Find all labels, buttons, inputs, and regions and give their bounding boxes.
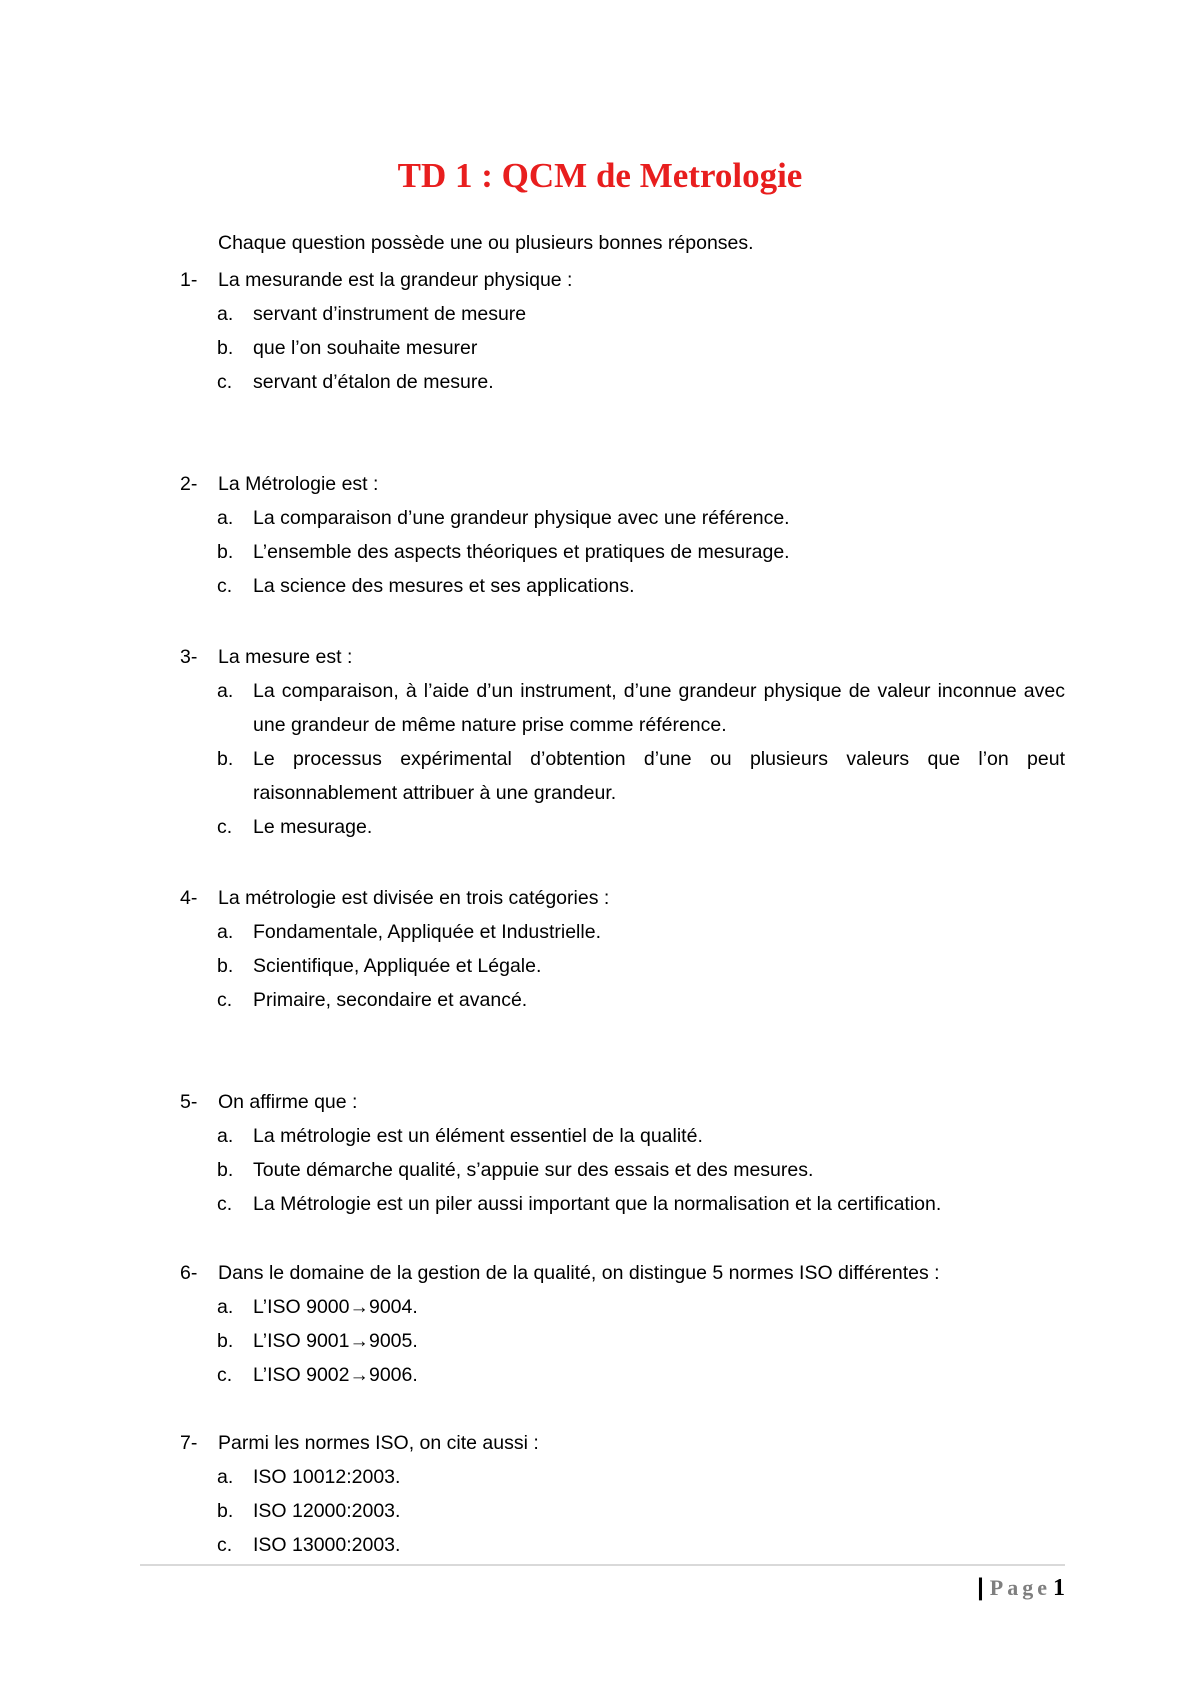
question-text: La mesure est :	[218, 646, 353, 668]
option-text: servant d’étalon de mesure.	[253, 371, 494, 393]
option-text: ISO 13000:2003.	[253, 1534, 401, 1556]
option-text: L’ISO 9001→9005.	[253, 1330, 418, 1352]
option-text: que l’on souhaite mesurer	[253, 337, 478, 359]
instructions-text: Chaque question possède une ou plusieurs bonnes réponses.	[218, 232, 754, 254]
option-c	[180, 810, 1065, 844]
option-a	[180, 501, 1065, 535]
option-a	[180, 915, 1065, 949]
option-letter: b.	[217, 955, 234, 977]
question-text: Dans le domaine de la gestion de la qualité, on distingue 5 normes ISO différentes :	[218, 1262, 940, 1284]
question-2	[180, 467, 1065, 603]
question-1	[180, 263, 1065, 399]
option-letter: c.	[217, 575, 233, 597]
question-4	[180, 881, 1065, 1017]
option-text: L’ISO 9002→9006.	[253, 1364, 418, 1386]
option-letter: b.	[217, 1330, 234, 1352]
option-letter: a.	[217, 303, 234, 325]
option-letter: b.	[217, 1500, 234, 1522]
option-letter: a.	[217, 1296, 234, 1318]
question-6	[180, 1256, 1065, 1392]
option-a	[180, 1119, 1065, 1153]
question-number: 7-	[180, 1432, 198, 1454]
question-5	[180, 1085, 1065, 1221]
option-text: La métrologie est un élément essentiel de la qualité.	[253, 1125, 703, 1147]
option-text: L’ensemble des aspects théoriques et pratiques de mesurage.	[253, 541, 790, 563]
page-footer	[977, 1572, 1065, 1604]
document-title: TD 1 : QCM de Metrologie	[397, 156, 803, 195]
option-text: La comparaison, à l’aide d’un instrument, d’une grandeur physique de valeur inconnue avec une grandeur de même nature prise comme référence.	[253, 680, 1065, 736]
option-letter: a.	[217, 1466, 234, 1488]
option-text: Fondamentale, Appliquée et Industrielle.	[253, 921, 601, 943]
option-text: ISO 12000:2003.	[253, 1500, 401, 1522]
option-text: La Métrologie est un piler aussi important que la normalisation et la certification.	[253, 1193, 942, 1215]
option-c	[180, 1528, 1065, 1562]
option-a	[180, 1290, 1065, 1324]
option-c	[180, 1358, 1065, 1392]
option-text: L’ISO 9000→9004.	[253, 1296, 418, 1318]
option-b	[180, 535, 1065, 569]
option-letter: a.	[217, 507, 234, 529]
option-text: ISO 10012:2003.	[253, 1466, 401, 1488]
option-letter: b.	[217, 748, 234, 770]
option-c	[180, 1187, 1065, 1221]
option-text: Le processus expérimental d’obtention d’une ou plusieurs valeurs que l’on peut raisonnablement attribuer à une grandeur.	[253, 748, 1065, 804]
question-number: 5-	[180, 1091, 198, 1113]
option-letter: c.	[217, 989, 233, 1011]
option-letter: c.	[217, 816, 233, 838]
option-c	[180, 983, 1065, 1017]
page-number: 1	[1053, 1575, 1065, 1601]
option-text: Scientifique, Appliquée et Légale.	[253, 955, 542, 977]
option-b	[180, 331, 1065, 365]
option-letter: b.	[217, 541, 234, 563]
option-letter: c.	[217, 1364, 233, 1386]
question-text: On affirme que :	[218, 1091, 358, 1113]
option-text: Primaire, secondaire et avancé.	[253, 989, 528, 1011]
question-number: 6-	[180, 1262, 198, 1284]
option-c	[180, 569, 1065, 603]
footer-separator: |	[977, 1574, 984, 1601]
option-text: servant d’instrument de mesure	[253, 303, 527, 325]
option-letter: c.	[217, 1534, 233, 1556]
option-b	[180, 1324, 1065, 1358]
option-letter: c.	[217, 1193, 233, 1215]
option-text: La comparaison d’une grandeur physique avec une référence.	[253, 507, 790, 529]
option-b	[180, 949, 1065, 983]
option-c	[180, 365, 1065, 399]
option-letter: a.	[217, 1125, 234, 1147]
question-text: Parmi les normes ISO, on cite aussi :	[218, 1432, 539, 1454]
option-b	[180, 742, 1065, 810]
option-b	[180, 1494, 1065, 1528]
footer-divider	[140, 1564, 1065, 1566]
option-letter: a.	[217, 921, 234, 943]
option-letter: b.	[217, 337, 234, 359]
option-letter: b.	[217, 1159, 234, 1181]
question-7	[180, 1426, 1065, 1562]
option-letter: a.	[217, 680, 234, 702]
question-3	[180, 640, 1065, 844]
option-a	[180, 674, 1065, 742]
question-text: La Métrologie est :	[218, 473, 379, 495]
option-text: Le mesurage.	[253, 816, 373, 838]
option-text: Toute démarche qualité, s’appuie sur des essais et des mesures.	[253, 1159, 814, 1181]
option-b	[180, 1153, 1065, 1187]
question-number: 2-	[180, 473, 198, 495]
option-a	[180, 1460, 1065, 1494]
question-text: La mesurande est la grandeur physique :	[218, 269, 573, 291]
page-label: Page	[989, 1575, 1051, 1600]
question-number: 1-	[180, 269, 198, 291]
question-number: 3-	[180, 646, 198, 668]
option-text: La science des mesures et ses applications.	[253, 575, 635, 597]
option-a	[180, 297, 1065, 331]
question-text: La métrologie est divisée en trois catégories :	[218, 887, 610, 909]
question-number: 4-	[180, 887, 198, 909]
option-letter: c.	[217, 371, 233, 393]
